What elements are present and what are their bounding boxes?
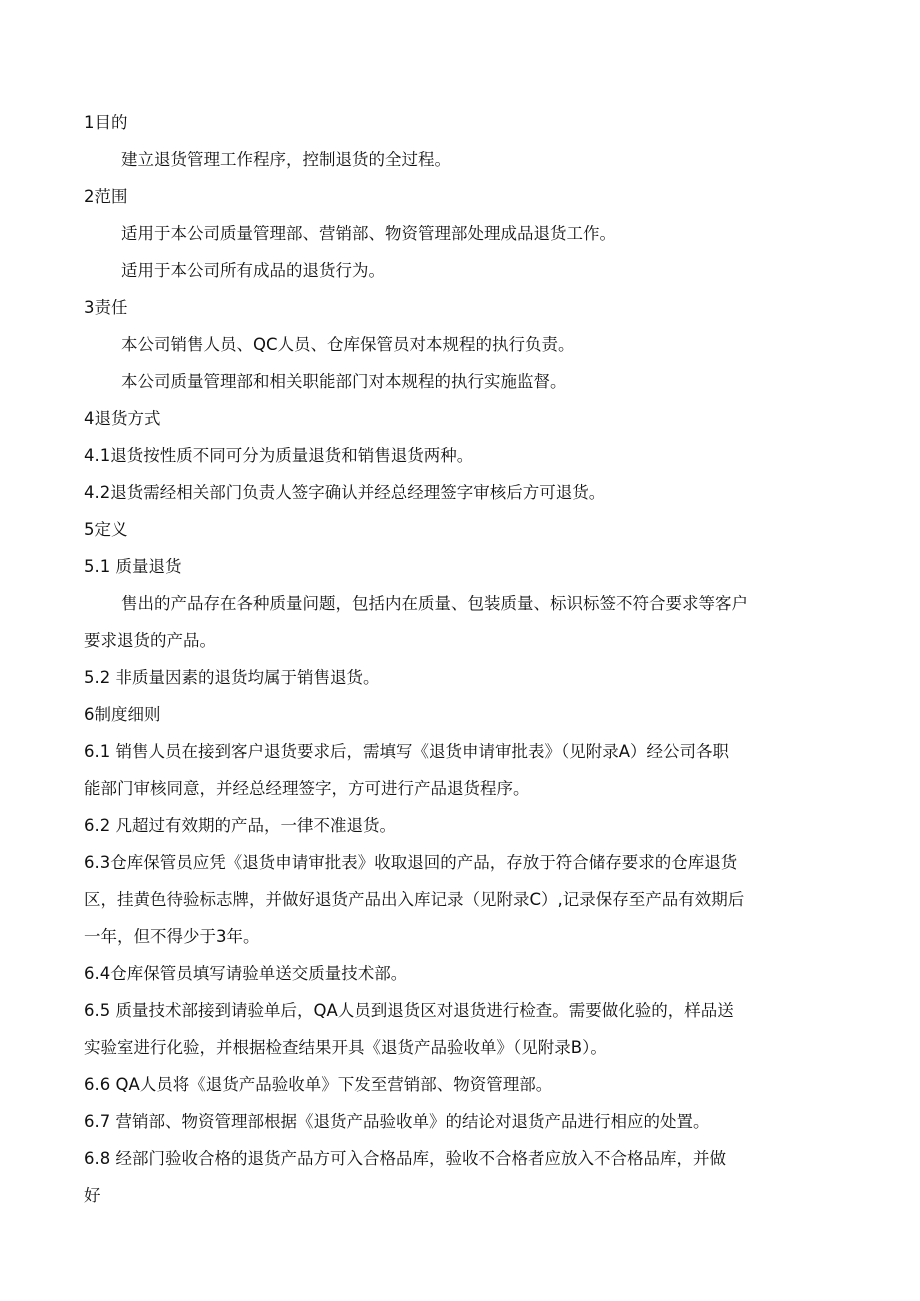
heading-line: 6.2 凡超过有效期的产品，一律不准退货。 <box>84 816 396 835</box>
heading-line: 能部门审核同意，并经总经理签字，方可进行产品退货程序。 <box>84 779 530 798</box>
heading-line: 6.3仓库保管员应凭《退货申请审批表》收取退回的产品，存放于符合储存要求的仓库退货 <box>84 853 738 872</box>
heading-line: 4退货方式 <box>84 409 161 428</box>
heading-line: 一年，但不得少于3年。 <box>84 927 260 946</box>
heading-line: 4.2退货需经相关部门负责人签字确认并经总经理签字审核后方可退货。 <box>84 483 606 502</box>
heading-line: 6.6 QA人员将《退货产品验收单》下发至营销部、物资管理部。 <box>84 1075 553 1094</box>
heading-line: 6.7 营销部、物资管理部根据《退货产品验收单》的结论对退货产品进行相应的处置。 <box>84 1112 710 1131</box>
heading-line: 5定义 <box>84 520 128 539</box>
paragraph-line: 售出的产品存在各种质量问题，包括内在质量、包装质量、标识标签不符合要求等客户 <box>121 594 748 613</box>
paragraph-line: 本公司质量管理部和相关职能部门对本规程的执行实施监督。 <box>121 372 567 391</box>
heading-line: 区，挂黄色待验标志牌，并做好退货产品出入库记录（见附录C）,记录保存至产品有效期后 <box>84 890 745 909</box>
heading-line: 要求退货的产品。 <box>84 631 216 650</box>
heading-line: 6.4仓库保管员填写请验单送交质量技术部。 <box>84 964 408 983</box>
heading-line: 6.1 销售人员在接到客户退货要求后，需填写《退货申请审批表》（见附录A）经公司各职 <box>84 742 730 761</box>
heading-line: 实验室进行化验，并根据检查结果开具《退货产品验收单》（见附录B）。 <box>84 1038 607 1057</box>
paragraph-line: 适用于本公司所有成品的退货行为。 <box>121 261 385 280</box>
heading-line: 6.5 质量技术部接到请验单后，QA人员到退货区对退货进行检查。需要做化验的，样品送 <box>84 1001 734 1020</box>
heading-line: 5.2 非质量因素的退货均属于销售退货。 <box>84 668 380 687</box>
heading-line: 6.8 经部门验收合格的退货产品方可入合格品库，验收不合格者应放入不合格品库，并做 <box>84 1149 726 1168</box>
heading-line: 好 <box>84 1186 101 1205</box>
paragraph-line: 本公司销售人员、QC人员、仓库保管员对本规程的执行负责。 <box>121 335 575 354</box>
paragraph-line: 建立退货管理工作程序，控制退货的全过程。 <box>121 150 451 169</box>
heading-line: 4.1退货按性质不同可分为质量退货和销售退货两种。 <box>84 446 474 465</box>
heading-line: 1目的 <box>84 113 128 132</box>
heading-line: 2范围 <box>84 187 128 206</box>
document-body <box>84 104 844 1214</box>
heading-line: 6制度细则 <box>84 705 161 724</box>
heading-line: 5.1 质量退货 <box>84 557 182 576</box>
heading-line: 3责任 <box>84 298 128 317</box>
paragraph-line: 适用于本公司质量管理部、营销部、物资管理部处理成品退货工作。 <box>121 224 616 243</box>
